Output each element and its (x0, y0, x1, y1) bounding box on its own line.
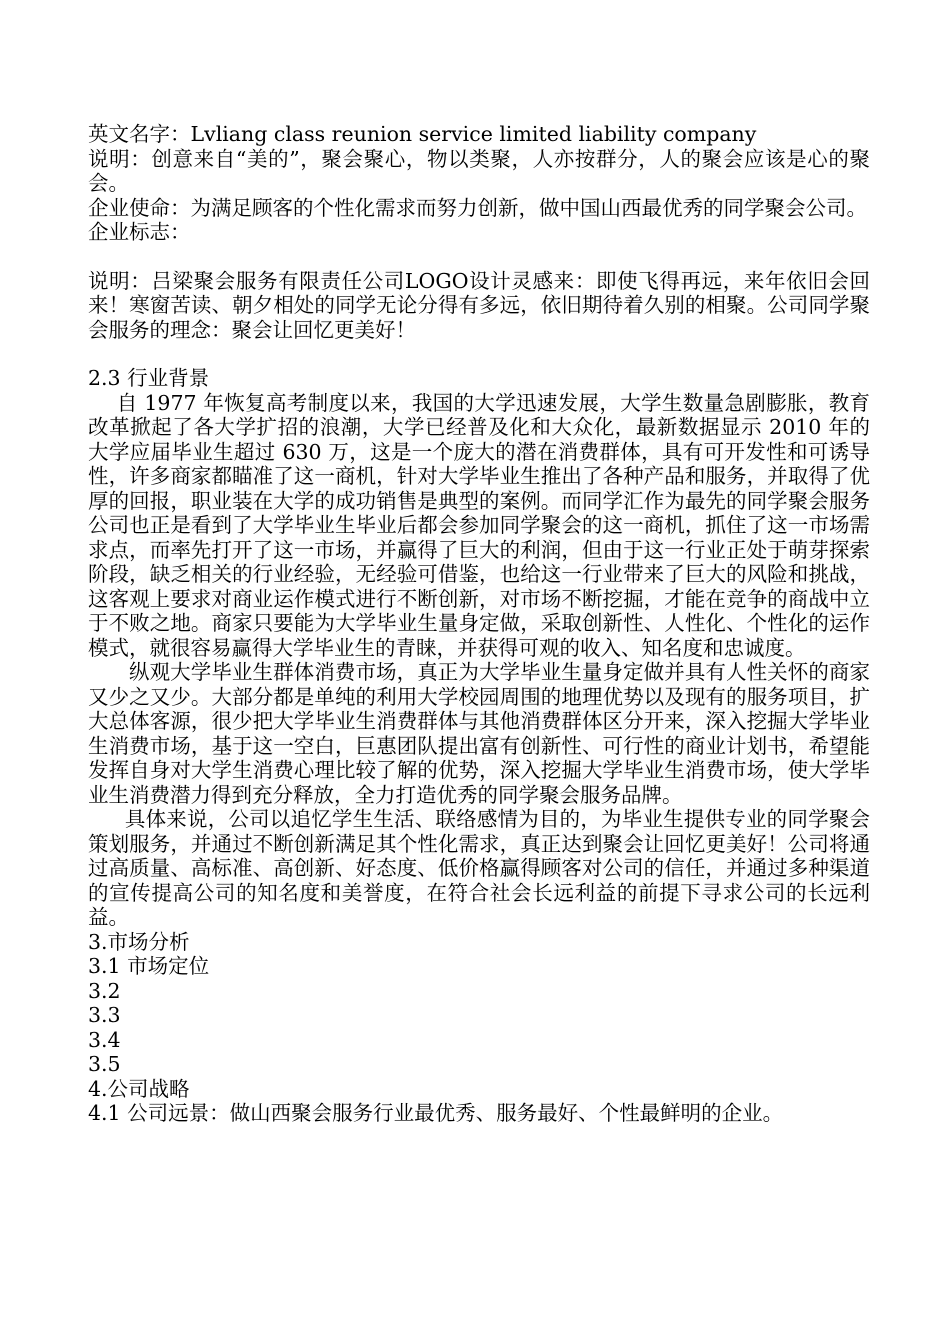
industry-background-paragraph-3: 具体来说，公司以追忆学生生活、联络感情为目的，为毕业生提供专业的同学聚会策划服务，并通过不断创新满足其个性化需求，真正达到聚会让回忆更美好！公司将通过高质量、高标准、高创新、好态度、低价格赢得顾客对公司的信任，并通过多种渠道的宣传提高公司的知名度和美誉度，在符合社会长远利益的前提下寻求公司的长远利益。 (88, 807, 870, 929)
company-mission: 企业使命：为满足顾客的个性化需求而努力创新，做中国山西最优秀的同学聚会公司。 (88, 195, 867, 220)
industry-background-paragraph-1: 自 1977 年恢复高考制度以来，我国的大学迅速发展，大学生数量急剧膨胀，教育改革掀起了各大学扩招的浪潮，大学已经普及化和大众化，最新数据显示 2010 年的大学应届毕业生超过 630 万，这是一个庞大的潜在消费群体，具有可开发性和可诱导性，许多商家都瞄准了这一商机，针对大学毕业生推出了各种产品和服务，并取得了优厚的回报，职业装在大学的成功销售是典型的案例。而同学汇作为最先的同学聚会服务公司也正是看到了大学毕业生毕业后都会参加同学聚会的这一商机，抓住了这一市场需求点，而率先打开了这一市场，并赢得了巨大的利润，但由于这一行业正处于萌芽探索阶段，缺乏相关的行业经验，无经验可借鉴，也给这一行业带来了巨大的风险和挑战，这客观上要求对商业运作模式进行不断创新，对市场不断挖掘，才能在竞争的商战中立于不败之地。商家只要能为大学毕业生量身定做，采取创新性、人性化、个性化的运作模式，就很容易赢得大学毕业生的青睐，并获得可观的收入、知名度和忠诚度。 (88, 390, 870, 660)
subsection-3-4: 3.4 (88, 1027, 121, 1052)
section-heading-2-3: 2.3 行业背景 (88, 366, 210, 390)
company-vision: 4.1 公司远景：做山西聚会服务行业最优秀、服务最好、个性最鲜明的企业。 (88, 1101, 784, 1125)
subsection-3-2: 3.2 (88, 978, 121, 1003)
subsection-3-5: 3.5 (88, 1052, 121, 1076)
section-heading-3: 3.市场分析 (88, 929, 190, 954)
logo-heading: 企业标志： (88, 220, 191, 244)
logo-placeholder-gap (88, 245, 870, 269)
english-name-line: 英文名字：Lvliang class reunion service limited liability company (88, 122, 757, 146)
industry-background-paragraph-2: 纵观大学毕业生群体消费市场，真正为大学毕业生量身定做并具有人性关怀的商家又少之又少。大部分都是单纯的利用大学校园周围的地理优势以及现有的服务项目，扩大总体客源，很少把大学毕业生消费群体与其他消费群体区分开来，深入挖掘大学毕业生消费市场，基于这一空白，巨惠团队提出富有创新性、可行性的商业计划书，希望能发挥自身对大学生消费心理比较了解的优势，深入挖掘大学毕业生消费市场，使大学毕业生消费潜力得到充分释放，全力打造优秀的同学聚会服务品牌。 (88, 660, 870, 807)
section-heading-4: 4.公司战略 (88, 1076, 190, 1101)
subsection-3-3: 3.3 (88, 1003, 121, 1027)
subsection-3-1: 3.1 市场定位 (88, 954, 210, 978)
logo-explanation: 说明：吕梁聚会服务有限责任公司LOGO设计灵感来：即使飞得再远，来年依旧会回来！寒窗苦读、朝夕相处的同学无论分得有多远，依旧期待着久别的相聚。公司同学聚会服务的理念：聚会让回忆更美好！ (88, 268, 870, 342)
document-page (88, 122, 870, 1126)
name-explanation: 说明：创意来自“美的”，聚会聚心，物以类聚，人亦按群分，人的聚会应该是心的聚会。 (88, 146, 870, 195)
section-gap (88, 342, 870, 366)
